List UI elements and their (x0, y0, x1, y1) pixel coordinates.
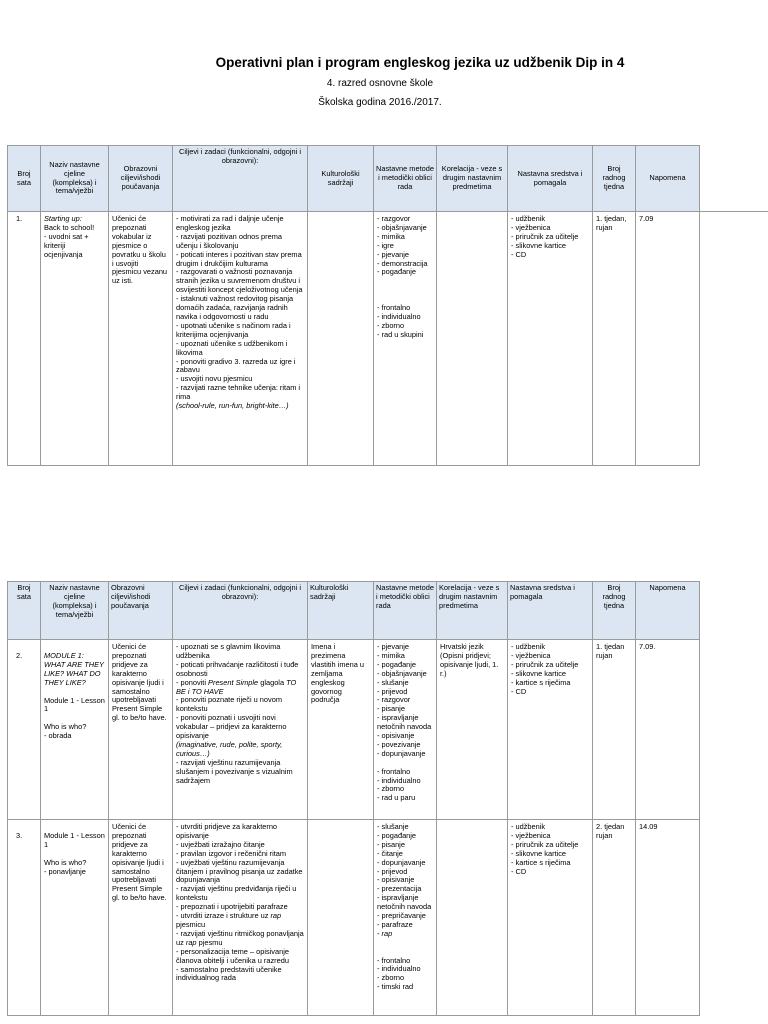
cell-tjedan: 1. tjedan, rujan (593, 212, 636, 466)
metoda-item: - frontalno (377, 303, 411, 313)
header-ciljevi: Ciljevi i zadaci (funkcionalni, odgojni i obrazovni): (173, 582, 308, 640)
sredstvo-item: - vježbenica (511, 650, 551, 660)
page-title: Operativni plan i program engleskog jezika uz udžbenik Dip in 4 (215, 55, 625, 70)
header-obrazovni: Obrazovni ciljevi/ishodi poučavanja (109, 582, 173, 640)
plan-table-2 (7, 581, 700, 1016)
sredstvo-item: - slikovne kartice (511, 848, 567, 858)
header-metode: Nastavne metode i metodički oblici rada (374, 582, 437, 640)
table-header-row (8, 146, 700, 212)
cell-napomena: 14.09 (636, 820, 700, 1016)
cell-tjedan: 2. tjedan rujan (593, 820, 636, 1016)
cilj-text: - razvijati vještinu ritmičkog ponavljanja uz (176, 928, 304, 947)
cilj-item: - utvrditi pridjeve za karakterno opisivanje (176, 822, 278, 840)
cilj-item: - istaknuti važnost redovitog pisanja domaćih zadaća, razvijanja radnih navika i odgovornosti u radu (176, 294, 294, 321)
metoda-item: - prijevod (377, 686, 408, 696)
metoda-item: - čitanje (377, 848, 403, 858)
cilj-item: - razvijati pozitivan odnos prema učenju i školovanju (176, 231, 282, 250)
cell-korelacija: Hrvatski jezik (Opisni pridjevi; opisivanje ljudi, 1. r.) (437, 640, 508, 820)
metoda-item: - mimika (377, 650, 405, 660)
cell-metode (374, 640, 437, 820)
header-korelacija: Korelacija - veze s drugim nastavnim predmetima (437, 146, 508, 212)
sredstvo-item: - slikovne kartice (511, 240, 567, 250)
cell-obrazovni: Učenici će prepoznati pridjeve za karakterno opisivanje ljudi i samostalno upotrebljavati Present Simple gl. to be/to have. (109, 820, 173, 1016)
cilj-text: - ponoviti (176, 677, 209, 687)
metoda-item: - pjevanje (377, 249, 410, 259)
cilj-item: - upoznati učenike s udžbenikom i likovima (176, 338, 288, 357)
cell-korelacija (437, 820, 508, 1016)
cilj-item: - razvijati razne tehnike učenja: ritam i rima (176, 383, 301, 402)
cilj-text-italic: Present Simple (208, 677, 259, 687)
metoda-item: - prijevod (377, 866, 408, 876)
header-ciljevi: Ciljevi i zadaci (funkcionalni, odgojni i obrazovni): (173, 146, 308, 212)
metoda-item: - slušanje (377, 677, 409, 687)
metoda-item: - individualno (377, 964, 421, 974)
metoda-item: - pogađanje (377, 659, 417, 669)
metoda-item: - rad u paru (377, 793, 416, 803)
cilj-item-italic: (imaginative, rude, polite, sporty, curious…) (176, 739, 283, 758)
metoda-item: - igre (377, 240, 394, 250)
naziv-title: MODULE 1: WHAT ARE THEY LIKE? WHAT DO THEY LIKE? (44, 651, 104, 687)
metoda-item: - zborno (377, 320, 405, 330)
naziv-module: Module 1 - Lesson 1 (44, 695, 105, 714)
cilj-item: - uvježbati izražajno čitanje (176, 839, 265, 849)
naziv-who: Who is who? (44, 722, 87, 732)
cell-broj: 2. (8, 640, 41, 820)
cell-ciljevi (173, 820, 308, 1016)
metoda-item: - razgovor (377, 214, 411, 223)
header-sredstva: Nastavna sredstva i pomagala (508, 582, 593, 640)
naziv-type: - obrada (44, 731, 72, 741)
cilj-text-italic: rap (185, 937, 197, 947)
metoda-item: - pisanje (377, 839, 405, 849)
cell-ciljevi (173, 640, 308, 820)
metoda-item: - ispravljanje netočnih navoda (377, 893, 432, 912)
cell-obrazovni: Učenici će prepoznati pridjeve za karakterno opisivanje ljudi i samostalno upotrebljavati Present Simple gl. to be/to have. (109, 640, 173, 820)
metoda-item: - parafraze (377, 919, 413, 929)
cilj-item: - pravilan izgovor i rečenični ritam (176, 848, 287, 858)
naziv-module: Module 1 - Lesson 1 (44, 831, 105, 849)
sredstvo-item: - CD (511, 866, 527, 876)
header-broj-sata: Broj sata (8, 146, 41, 212)
naziv-title-2: Back to school! (44, 222, 95, 232)
grade-subtitle: 4. razred osnovne škole (326, 78, 434, 89)
header-napomena: Napomena (636, 146, 700, 212)
cilj-text: pjesmicu (176, 919, 206, 929)
cilj-item: - usvojiti novu pjesmicu (176, 374, 253, 384)
cilj-item: - razvijati vještinu predviđanja riječi u kontekstu (176, 884, 297, 903)
cilj-item: - uvježbati vještinu razumijevanja čitanjem i pravilnog pisanja uz zadatke dopunjavanja (176, 857, 303, 885)
cilj-item: - ponoviti poznate riječi u novom kontekstu (176, 695, 282, 714)
sredstvo-item: - priručnik za učitelje (511, 231, 579, 241)
cilj-text-italic: TO BE i TO HAVE (176, 677, 297, 696)
header-napomena: Napomena (636, 582, 700, 640)
cell-napomena: 7.09 (636, 212, 700, 466)
metoda-item: - frontalno (377, 766, 411, 776)
cilj-item: - personalizacija teme – opisivanje članova obitelji i učenika u razredu (176, 946, 289, 965)
cell-kulturoloski (308, 820, 374, 1016)
cilj-text: glagola (258, 677, 287, 687)
cell-metode (374, 820, 437, 1016)
cilj-item: - razgovarati o važnosti poznavanja stranih jezika u suvremenom društvu i osvijestiti koncept cjeloživotnog učenja (176, 267, 303, 295)
school-year-subtitle: Školska godina 2016./2017. (318, 97, 442, 108)
cell-naziv (41, 640, 109, 820)
sredstvo-item: - vježbenica (511, 830, 551, 840)
header-metode: Nastavne metode i metodički oblici rada (374, 146, 437, 212)
sredstvo-item: - kartice s riječima (511, 857, 571, 867)
header-broj-tjedna: Broj radnog tjedna (593, 146, 636, 212)
metoda-item: - pogađanje (377, 830, 417, 840)
cell-metode (374, 212, 437, 466)
metoda-item-italic: - rap (377, 928, 393, 938)
cilj-item: - motivirati za rad i daljnje učenje engleskog jezika (176, 214, 284, 232)
cell-ciljevi (173, 212, 308, 466)
cell-napomena: 7.09. (636, 640, 700, 820)
metoda-item: - zborno (377, 973, 405, 983)
metoda-item: - ispravljanje netočnih navoda (377, 713, 432, 732)
header-kulturoloski: Kulturološki sadržaji (308, 582, 374, 640)
header-sredstva: Nastavna sredstva i pomagala (508, 146, 593, 212)
metoda-item: - objašnjavanje (377, 222, 427, 232)
cell-broj: 1. (8, 212, 41, 466)
sredstvo-item: - udžbenik (511, 822, 546, 831)
metoda-item: - pjevanje (377, 642, 410, 651)
cell-naziv (41, 212, 109, 466)
metoda-item: - frontalno (377, 955, 411, 965)
sredstvo-item: - CD (511, 686, 527, 696)
cell-sredstva (508, 640, 593, 820)
plan-table-1 (7, 145, 700, 466)
cell-tjedan: 1. tjedan rujan (593, 640, 636, 820)
sredstvo-item: - udžbenik (511, 214, 546, 223)
metoda-item: - individualno (377, 775, 421, 785)
cell-naziv (41, 820, 109, 1016)
metoda-item: - pisanje (377, 704, 405, 714)
metoda-item: - opisivanje (377, 875, 415, 885)
header-naziv: Naziv nastavne cjeline (kompleksa) i tema/vježbi (41, 146, 109, 212)
cell-broj: 3. (8, 820, 41, 1016)
table-row (8, 640, 700, 820)
metoda-item: - slušanje (377, 822, 409, 831)
cilj-item-italic: (school-rule, run-fun, bright-kite…) (176, 401, 289, 411)
naziv-rest: - uvodni sat + kriteriji ocjenjivanja (44, 231, 89, 259)
cell-kulturoloski: Imena i prezimena vlastitih imena u zemljama engleskog govornog područja (308, 640, 374, 820)
sredstvo-item: - vježbenica (511, 222, 551, 232)
header-broj-tjedna: Broj radnog tjedna (593, 582, 636, 640)
metoda-item: - prezentacija (377, 884, 422, 894)
cell-sredstva (508, 820, 593, 1016)
cilj-item (176, 679, 304, 697)
metoda-item: - mimika (377, 231, 405, 241)
metoda-item: - rad u skupini (377, 329, 424, 339)
cell-obrazovni: Učenici će prepoznati vokabular iz pjesmice o povratku u školu i usvojiti pjesmicu vezanu uz isti. (109, 212, 173, 466)
cilj-text: - utvrditi izraze i strukture uz (176, 911, 271, 921)
cilj-item (176, 930, 304, 948)
naziv-type: - ponavljanje (44, 866, 86, 876)
cilj-item: - poticati interes i pozitivan stav prema drugim i drukčijim kulturama (176, 249, 302, 268)
metoda-item: - demonstracija (377, 258, 428, 268)
metoda-item: - pogađanje (377, 267, 417, 277)
cilj-item: - upotnati učenike s načinom rada i kriterijima ocjenjivanja (176, 320, 291, 339)
metoda-item: - timski rad (377, 982, 414, 992)
metoda-item: - razgovor (377, 695, 411, 705)
metoda-item: - dopunjavanje (377, 748, 426, 758)
header-obrazovni: Obrazovni ciljevi/ishodi poučavanja (109, 146, 173, 212)
table-row (8, 820, 700, 1016)
sredstvo-item: - priručnik za učitelje (511, 839, 579, 849)
cilj-text-italic: rap (270, 911, 282, 921)
metoda-item: - zborno (377, 784, 405, 794)
table-header-row (8, 582, 700, 640)
header-naziv: Naziv nastavne cjeline (kompleksa) i tema/vježbi (41, 582, 109, 640)
sredstvo-item: - kartice s riječima (511, 677, 571, 687)
cilj-item: - prepoznati i upotrijebiti parafraze (176, 902, 288, 912)
cell-sredstva (508, 212, 593, 466)
header-broj-sata: Broj sata (8, 582, 41, 640)
cilj-item: - upoznati se s glavnim likovima udžbenika (176, 642, 281, 660)
sredstvo-item: - CD (511, 249, 527, 259)
cilj-item: - razvijati vještinu razumijevanja slušanjem i povezivanje s vizualnim sadržajem (176, 757, 293, 785)
metoda-item: - prepričavanje (377, 911, 426, 921)
metoda-item: - objašnjavanje (377, 668, 427, 678)
metoda-item: - opisivanje (377, 731, 415, 741)
cell-korelacija (437, 212, 508, 466)
metoda-item: - povezivanje (377, 739, 421, 749)
header-kulturoloski: Kulturološki sadržaji (308, 146, 374, 212)
metoda-item: - individualno (377, 311, 421, 321)
sredstvo-item: - slikovne kartice (511, 668, 567, 678)
naziv-who: Who is who? (44, 857, 87, 867)
table-row-trailing-line (699, 211, 768, 212)
cilj-text: pjesmu (196, 937, 223, 947)
naziv-title: Starting up: (44, 214, 82, 223)
cilj-item: - poticati prihvaćanje različitosti i tuđe osobnosti (176, 659, 299, 678)
metoda-item: - dopunjavanje (377, 857, 426, 867)
cilj-item: - ponoviti gradivo 3. razreda uz igre i zabavu (176, 356, 296, 375)
cell-kulturoloski (308, 212, 374, 466)
sredstvo-item: - udžbenik (511, 642, 546, 651)
cilj-item (176, 912, 304, 930)
cilj-item: - ponoviti poznati i usvojiti novi vokabular – pridjevi za karakterno opisivanje (176, 713, 287, 741)
header-korelacija: Korelacija - veze s drugim nastavnim predmetima (437, 582, 508, 640)
cilj-item: - samostalno predstaviti učenike individualnog rada (176, 964, 282, 983)
table-row (8, 212, 700, 466)
sredstvo-item: - priručnik za učitelje (511, 659, 579, 669)
